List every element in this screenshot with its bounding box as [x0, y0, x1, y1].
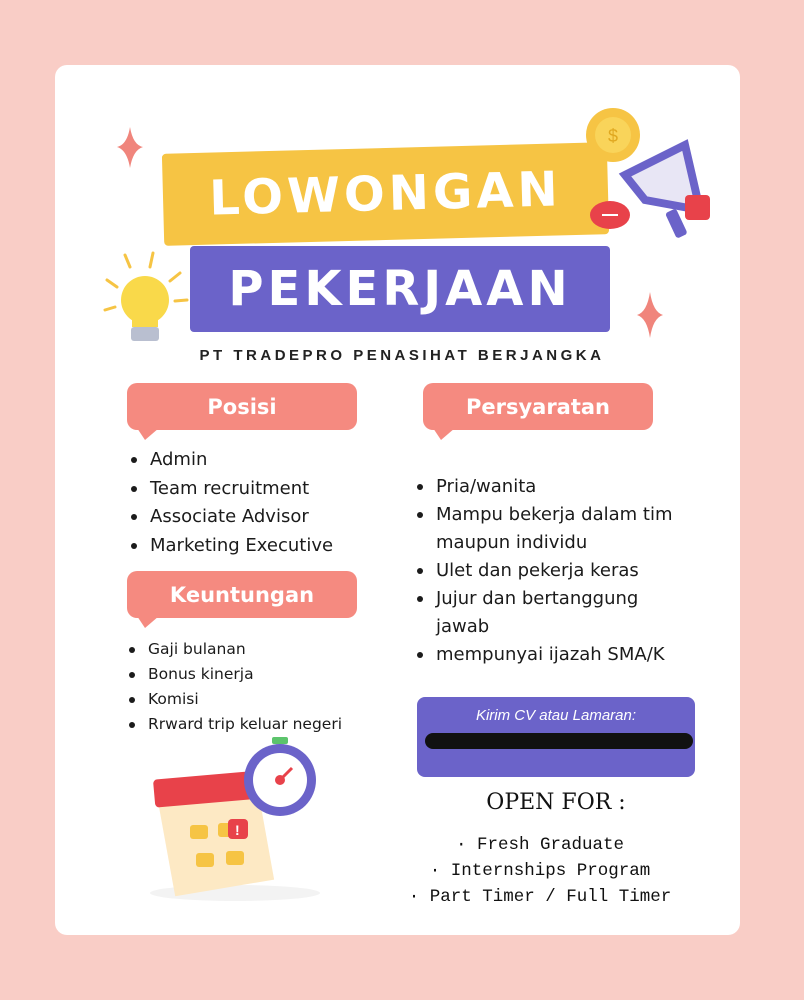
posisi-list [128, 446, 333, 560]
open-for-list [400, 832, 680, 910]
sparkle-icon [115, 125, 145, 170]
svg-text:$: $ [608, 126, 619, 146]
company-name: PT TRADEPRO PENASIHAT BERJANGKA [199, 347, 605, 364]
calendar-clock-icon [140, 735, 330, 905]
list-item: · Internships Program [429, 861, 651, 881]
persyaratan-tag: Persyaratan [423, 383, 653, 430]
send-cv-label: Kirim CV atau Lamaran: [475, 707, 637, 724]
sparkle-icon [635, 290, 665, 340]
megaphone-icon [575, 95, 725, 245]
list-item: Rrward trip keluar negeri [126, 712, 342, 737]
list-item: Admin [128, 446, 333, 475]
list-item: Marketing Executive [128, 532, 333, 561]
keuntungan-list [126, 637, 342, 737]
list-item-continued: jawab [436, 616, 490, 637]
keuntungan-tag: Keuntungan [127, 571, 357, 618]
list-item: mempunyai ijazah SMA/K [414, 641, 714, 669]
svg-text:!: ! [235, 822, 240, 838]
send-cv-box [417, 697, 695, 777]
persyaratan-list [414, 473, 714, 669]
open-for-heading: OPEN FOR : [486, 790, 626, 815]
list-item: Ulet dan pekerja keras [414, 557, 714, 585]
list-item: Jujur dan bertanggung [414, 585, 714, 613]
list-item: Team recruitment [128, 475, 333, 504]
list-item: Mampu bekerja dalam tim [414, 501, 714, 529]
posisi-tag: Posisi [127, 383, 357, 430]
list-item-continued: maupun individu [436, 532, 588, 553]
list-item: · Part Timer / Full Timer [408, 887, 672, 907]
list-item: Pria/wanita [414, 473, 714, 501]
list-item: Bonus kinerja [126, 662, 342, 687]
redacted-contact [425, 733, 693, 749]
list-item: Associate Advisor [128, 503, 333, 532]
list-item: · Fresh Graduate [455, 835, 625, 855]
title-line-1: LOWONGAN [162, 142, 609, 246]
lightbulb-icon [95, 245, 195, 350]
list-item: Gaji bulanan [126, 637, 342, 662]
title-line-2: PEKERJAAN [190, 246, 610, 332]
list-item: Komisi [126, 687, 342, 712]
